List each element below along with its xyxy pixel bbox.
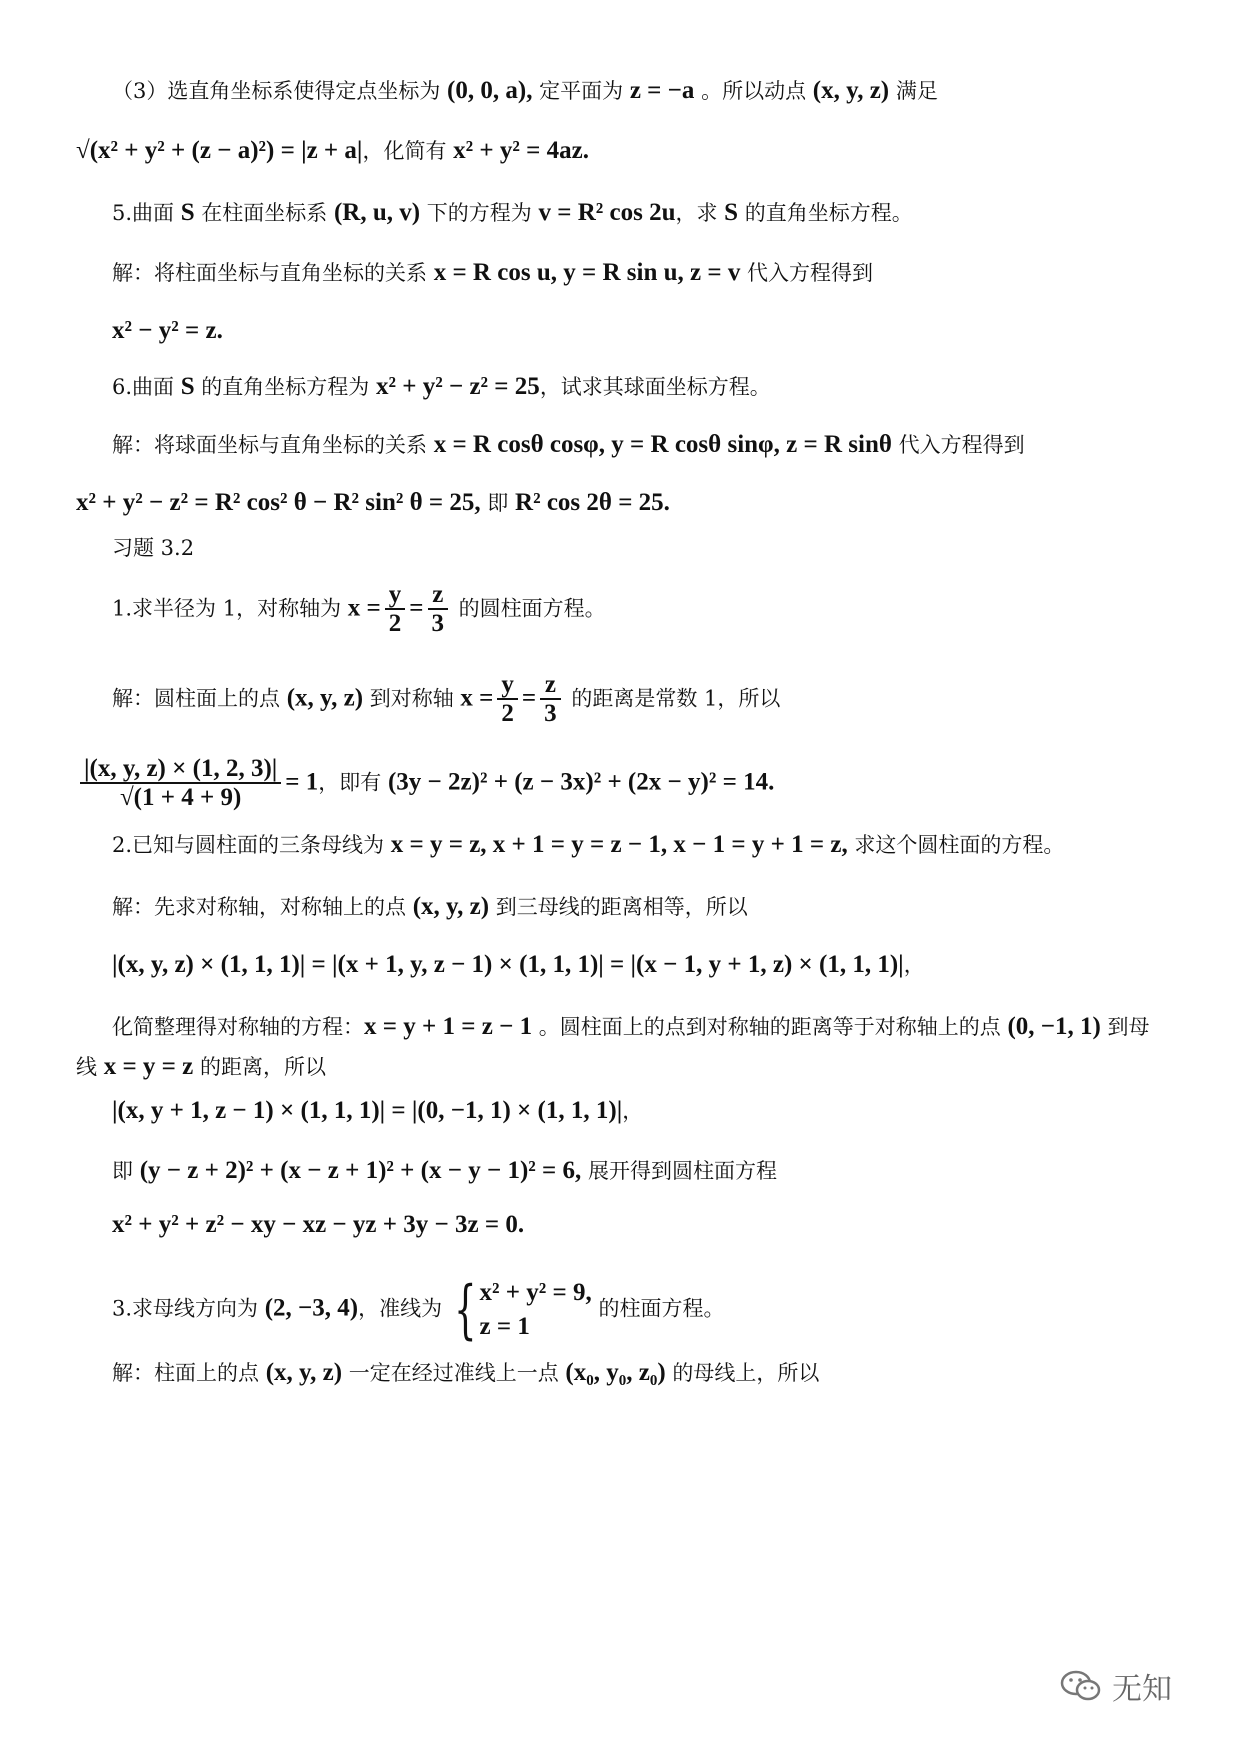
text-run: 6.曲面 [112,375,181,399]
text-run: 的柱面方程。 [591,1296,725,1321]
watermark [1060,1664,1172,1708]
math-expression: x² + y² = 4az. [453,137,589,164]
brace-symbol: { [453,1272,477,1347]
math-expression: (x, y, z) [286,684,364,712]
text-run: 5.曲面 [112,201,181,225]
math-expression: x² − y² = z. [112,317,223,344]
text-run: 的直角坐标方程。 [738,201,913,225]
equation-system [480,1276,592,1344]
text-line [76,756,1170,812]
text-run: 的直角坐标方程为 [194,375,376,399]
math-expression: x = R cosθ cosφ, y = R cosθ sinφ, z = R sinθ [433,431,892,458]
math-expression: S [180,373,195,400]
text-line [112,892,1170,922]
text-run: 化简整理得对称轴的方程： [112,1015,364,1039]
text-run: 代入方程得到 [740,261,874,285]
text-line [112,582,1170,638]
text-run: 。圆柱面上的点到对称轴的距离等于对称轴上的点 [532,1015,1008,1039]
math-expression: x = y = z, x + 1 = y = z − 1, x − 1 = y + 1 = z, [390,831,848,858]
fraction-denominator: 2 [501,700,514,728]
fraction [540,672,561,728]
text-run: 。所以动点 [694,79,813,103]
text-run: 线 [76,1055,104,1079]
math-expression: (2, −3, 4) [264,1294,359,1322]
text-line [112,198,1170,228]
text-line [112,672,1170,728]
math-expression: (0, −1, 1) [1007,1013,1101,1040]
math-expression: x² + y² − z² = 25 [375,373,540,400]
text-line [112,536,1170,561]
text-line [112,1210,1170,1240]
math-expression: x = y + 1 = z − 1 [364,1013,533,1040]
math-expression: x² + y² + z² − xy − xz − yz + 3y − 3z = 0. [112,1211,525,1238]
math-expression: S [724,199,739,226]
math-expression: (x, y, z) [812,77,890,104]
math-expression: x = [460,684,494,712]
math-expression: x² + y² − z² = R² cos² θ − R² sin² θ = 25, [76,489,481,516]
text-run: 的圆柱面方程。 [452,596,606,621]
fraction-numerator: z [428,582,449,610]
text-run: 的母线上，所以 [665,1361,820,1385]
text-run: 一定在经过准线上一点 [342,1361,566,1385]
text-run: 即 [480,491,516,515]
text-run: 到母 [1100,1015,1150,1039]
watermark-label: 无知 [1112,1672,1172,1707]
text-run: 定平面为 [532,79,630,103]
math-expression: = 1 [285,768,319,796]
text-line [76,488,1170,518]
text-run: 满足 [889,79,938,103]
fraction [428,582,449,638]
math-expression: |(x, y + 1, z − 1) × (1, 1, 1)| = |(0, −1, 1) × (1, 1, 1)| [112,1097,623,1124]
math-expression: z = −a [629,77,695,104]
math-expression: x = y = z [103,1053,194,1080]
math-expression: S [180,199,195,226]
text-run: ，试求其球面坐标方程。 [539,375,771,399]
equation-row: x² + y² = 9, [479,1279,592,1306]
text-run: 解：将球面坐标与直角坐标的关系 [112,433,434,457]
fraction-denominator: 3 [431,610,444,638]
text-line [112,1272,1170,1347]
text-line [112,316,1170,346]
math-expression: (0, 0, a), [447,77,533,104]
text-run: ，即有 [318,770,388,795]
fraction [80,756,281,812]
fraction-denominator: 3 [544,700,557,728]
text-run: ，求 [675,201,725,225]
text-run: ，化简有 [362,139,454,163]
text-run: 展开得到圆柱面方程 [581,1159,777,1183]
text-line [76,1052,1170,1082]
math-expression: (x, y, z) [265,1359,343,1386]
text-run: 解：将柱面坐标与直角坐标的关系 [112,261,434,285]
text-line [112,1358,1170,1388]
text-run: 2.已知与圆柱面的三条母线为 [112,833,391,857]
text-line [112,76,1170,106]
fraction-denominator: √(1 + 4 + 9) [119,784,242,812]
math-expression: v = R² cos 2u [538,199,676,226]
text-run: 解：圆柱面上的点 [112,686,287,711]
text-line [76,136,1170,166]
text-line [112,1096,1170,1126]
math-expression: = [521,684,537,712]
fraction-numerator: y [385,582,406,610]
math-expression: (y − z + 2)² + (x − z + 1)² + (x − y − 1)² = 6, [139,1157,582,1184]
text-line [112,1012,1170,1042]
text-run: ， [903,953,925,977]
fraction-numerator: |(x, y, z) × (1, 2, 3)| [80,756,281,784]
math-expression: x = R cos u, y = R sin u, z = v [433,259,741,286]
text-run: 解：柱面上的点 [112,1361,266,1385]
fraction [497,672,518,728]
text-run: 下的方程为 [420,201,539,225]
text-line [112,430,1170,460]
text-line [112,372,1170,402]
text-run: ， [622,1099,644,1123]
fraction [385,582,406,638]
text-line [112,950,1170,980]
text-run: 到对称轴 [363,686,461,711]
text-run: 1.求半径为 1，对称轴为 [112,596,348,621]
text-line [112,1156,1170,1186]
math-expression: |(x, y, z) × (1, 1, 1)| = |(x + 1, y, z − 1) × (1, 1, 1)| = |(x − 1, y + 1, z) × (1, 1, 1)| [112,951,904,978]
text-run: 在柱面坐标系 [194,201,334,225]
math-expression: (x₀, y₀, z₀) [565,1359,666,1386]
wechat-icon [1060,1669,1102,1703]
text-run: 3.求母线方向为 [112,1296,265,1321]
math-expression: (x, y, z) [412,893,490,920]
text-run: 代入方程得到 [891,433,1025,457]
fraction-numerator: z [540,672,561,700]
math-expression: = [409,594,424,622]
fraction-denominator: 2 [388,610,402,638]
text-line [112,830,1170,860]
text-run: 的距离是常数 1，所以 [564,686,781,711]
text-run: （3）选直角坐标系使得定点坐标为 [112,79,448,103]
text-run: 习题 3.2 [112,536,195,560]
text-run: 到三母线的距离相等，所以 [489,895,748,919]
math-expression: (R, u, v) [333,199,421,226]
text-run: 即 [112,1159,140,1183]
text-run: 求这个圆柱面的方程。 [847,833,1065,857]
math-expression: x = [347,594,381,622]
text-run: 解：先求对称轴，对称轴上的点 [112,895,413,919]
text-run: 的距离，所以 [193,1055,326,1079]
fraction-numerator: y [497,672,518,700]
equation-row: z = 1 [479,1312,530,1340]
math-expression: R² cos 2θ = 25. [515,489,670,516]
text-line [112,258,1170,288]
math-expression: (3y − 2z)² + (z − 3x)² + (2x − y)² = 14. [387,768,775,796]
text-run: ，准线为 [358,1296,449,1321]
math-expression: √(x² + y² + (z − a)²) = |z + a| [76,137,363,164]
